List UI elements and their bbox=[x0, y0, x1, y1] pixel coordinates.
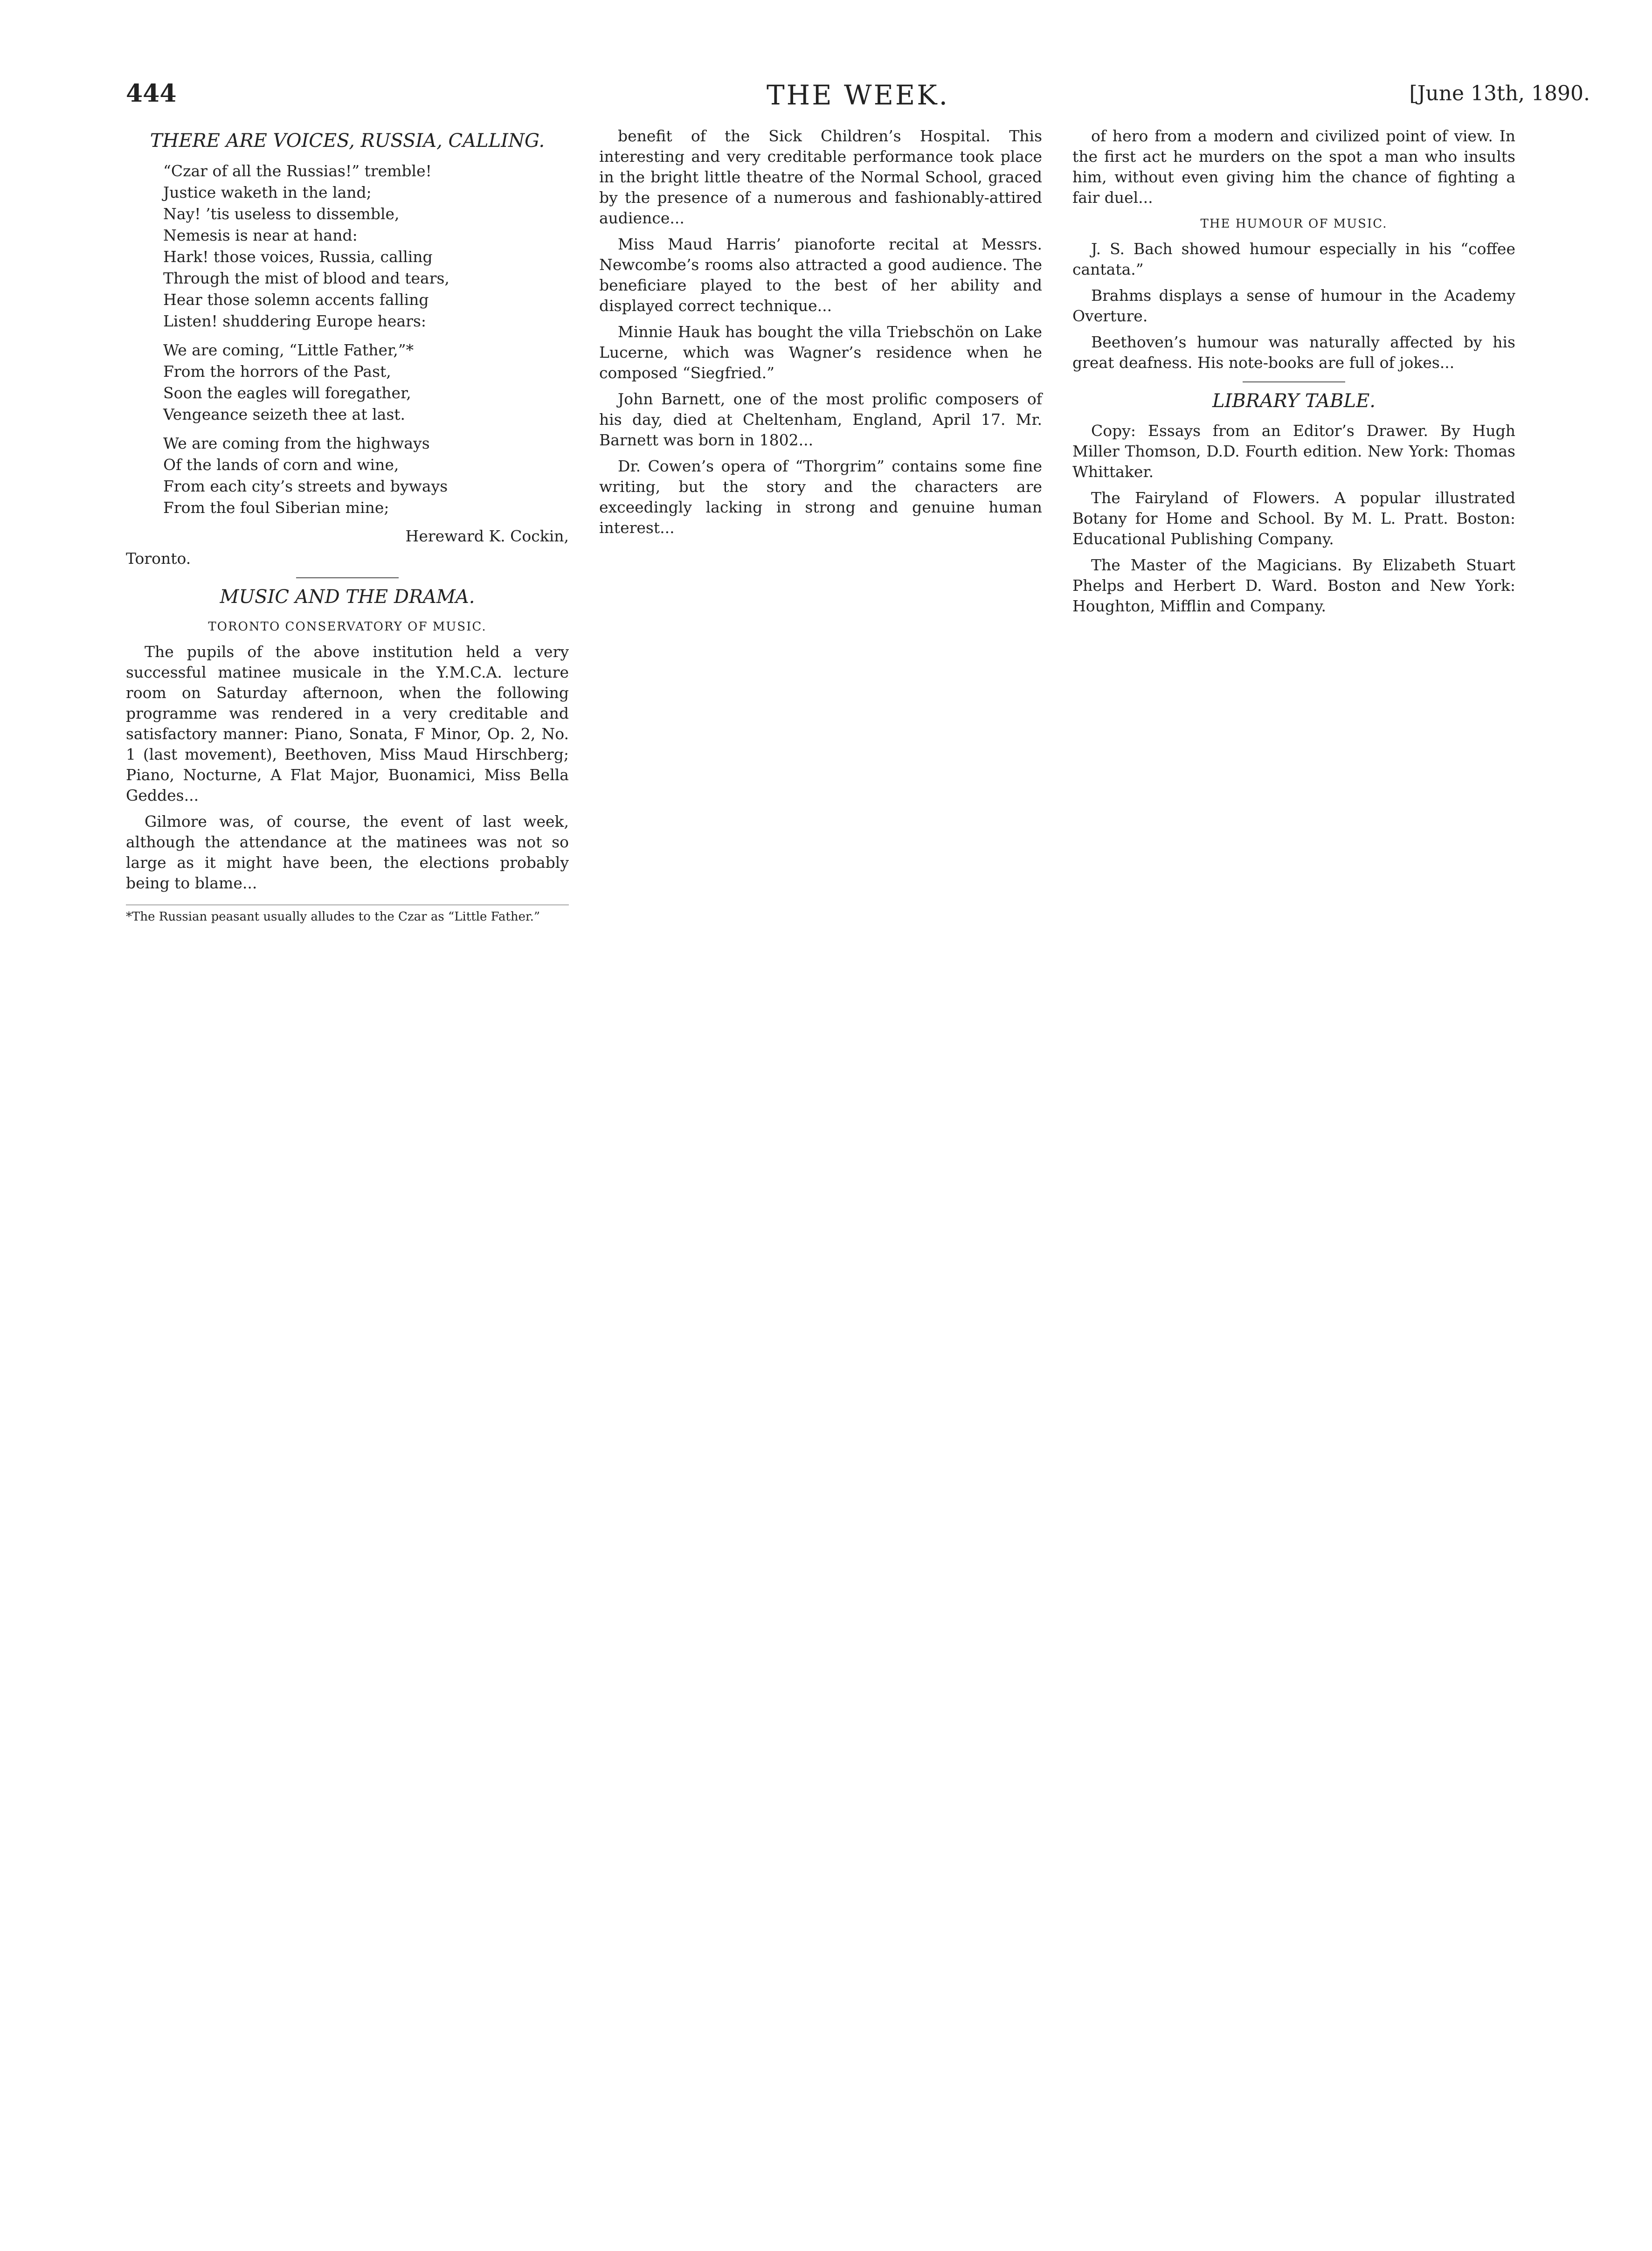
subheading: THE HUMOUR OF MUSIC. bbox=[1200, 217, 1388, 231]
paragraph: of hero from a modern and civilized point of view. In the first act he murders on the spot a man who insults him, without even giving him the chance of fighting a fair duel... bbox=[1072, 127, 1515, 207]
paragraph: J. S. Bach showed humour especially in his “coffee cantata.” bbox=[1072, 240, 1515, 278]
paragraph: Miss Maud Harris’ pianoforte recital at Messrs. Newcombe’s rooms also attracted a good audience. The beneficiare played to the best of her ability and displayed correct technique... bbox=[599, 235, 1042, 315]
book-entry: The Fairyland of Flowers. A popular illustrated Botany for Home and School. By M. L. Pratt. Boston: Educational Publishing Company. bbox=[1072, 489, 1515, 548]
paragraph: Dr. Cowen’s opera of “Thorgrim” contains some fine writing, but the story and the characters are exceedingly lacking in strong and genuine human interest... bbox=[599, 457, 1042, 537]
divider bbox=[1243, 381, 1345, 382]
poem-author: Hereward K. Cockin, bbox=[405, 527, 569, 545]
page-number: 444 bbox=[126, 79, 177, 108]
masthead-title: THE WEEK. bbox=[766, 79, 950, 111]
book-entry: Copy: Essays from an Editor’s Drawer. By Hugh Miller Thomson, D.D. Fourth edition. New York: Thomas Whittaker. bbox=[1072, 422, 1515, 481]
issue-date: [June 13th, 1890. bbox=[1409, 82, 1590, 105]
section-heading: MUSIC AND THE DRAMA. bbox=[220, 586, 475, 608]
paragraph: benefit of the Sick Children’s Hospital. This interesting and very creditable performance took place in the bright little theatre of the Normal School, graced by the presence of a numerous and fashionably-attired audience... bbox=[599, 127, 1042, 227]
poem-title: THERE ARE VOICES, RUSSIA, CALLING. bbox=[150, 130, 545, 152]
poem-place: Toronto. bbox=[126, 549, 191, 568]
paragraph: Minnie Hauk has bought the villa Triebschön on Lake Lucerne, which was Wagner’s residence when he composed “Siegfried.” bbox=[599, 323, 1042, 382]
paragraph: Brahms displays a sense of humour in the Academy Overture. bbox=[1072, 286, 1515, 325]
poem-chorus: We are coming, “Little Father,”* From the horrors of the Past, Soon the eagles will foregather, Vengeance seizeth thee at last. bbox=[163, 341, 414, 423]
column-1 bbox=[126, 126, 569, 925]
paragraph: Beethoven’s humour was naturally affected by his great deafness. His note-books are full of jokes... bbox=[1072, 333, 1515, 372]
divider bbox=[296, 577, 399, 578]
poem-stanza: “Czar of all the Russias!” tremble! Justice waketh in the land; Nay! ’tis useless to dissemble, Nemesis is near at hand: Hark! those voices, Russia, calling Through the mist of blood and tears, Hear those solemn accents falling Listen! shuddering Europe hears: bbox=[163, 162, 449, 330]
book-entry: The Master of the Magicians. By Elizabeth Stuart Phelps and Herbert D. Ward. Boston and New York: Houghton, Mifflin and Company. bbox=[1072, 556, 1515, 615]
section-heading: LIBRARY TABLE. bbox=[1212, 390, 1376, 412]
paragraph: John Barnett, one of the most prolific composers of his day, died at Cheltenham, England, April 17. Mr. Barnett was born in 1802... bbox=[599, 390, 1042, 449]
paragraph: Gilmore was, of course, the event of last week, although the attendance at the matinees was not so large as it might have been, the elections probably being to blame... bbox=[126, 812, 569, 892]
paragraph: The pupils of the above institution held a very successful matinee musicale in the Y.M.C.A. lecture room on Saturday afternoon, when the following programme was rendered in a very creditable and satisfactory manner: Piano, Sonata, F Minor, Op. 2, No. 1 (last movement), Beethoven, Miss Maud Hirschberg; Piano, Nocturne, A Flat Major, Buonamici, Miss Bella Geddes... bbox=[126, 643, 569, 804]
footnote: *The Russian peasant usually alludes to the Czar as “Little Father.” bbox=[126, 905, 569, 925]
column-2 bbox=[599, 126, 1042, 544]
poem-stanza: We are coming from the highways Of the lands of corn and wine, From each city’s streets and byways From the foul Siberian mine; bbox=[163, 434, 448, 517]
column-3 bbox=[1072, 126, 1515, 622]
page-header bbox=[126, 79, 1590, 117]
subheading: TORONTO CONSERVATORY OF MUSIC. bbox=[208, 620, 487, 634]
